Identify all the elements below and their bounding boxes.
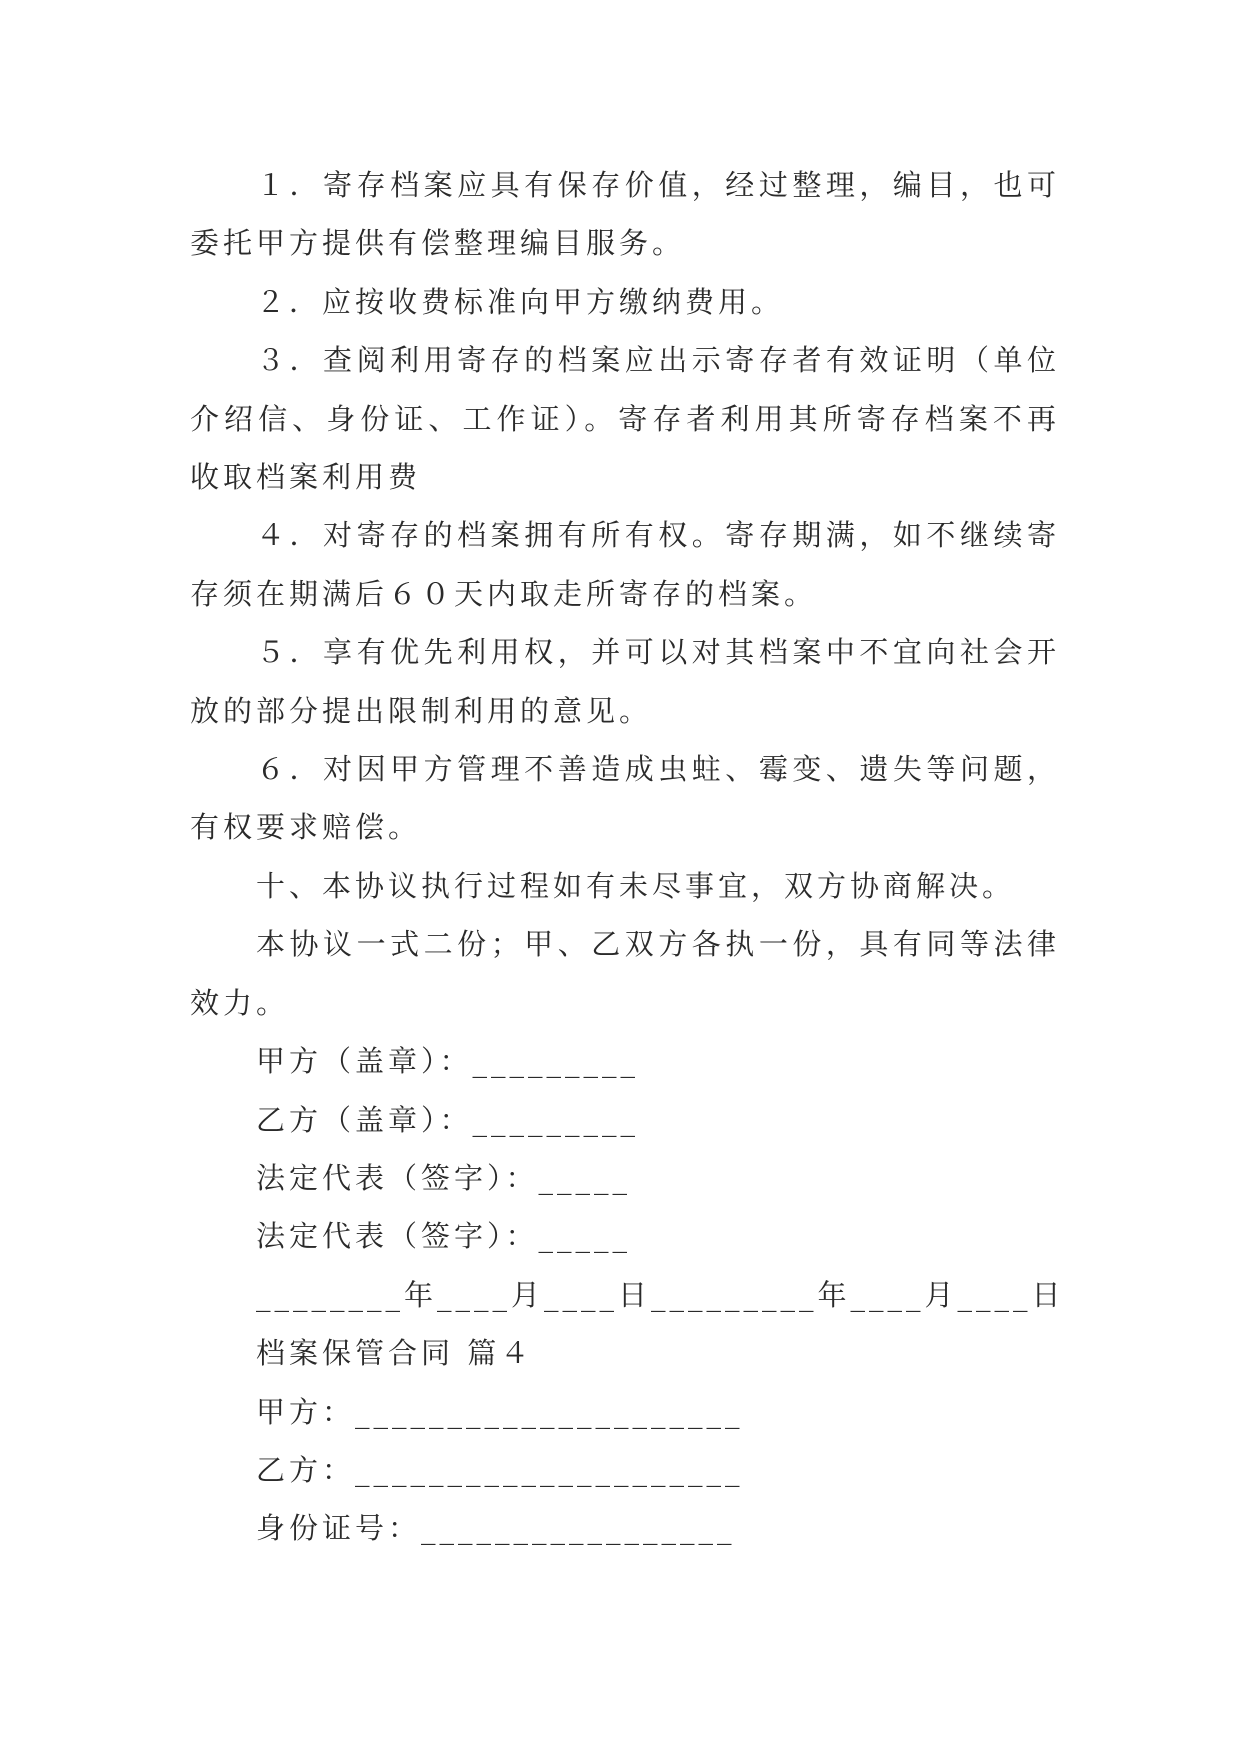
clause-ten: 十、本协议执行过程如有未尽事宜，双方协商解决。 [256, 868, 1016, 903]
next-party-a-field: 甲方：_____________________ [256, 1394, 744, 1429]
next-id-number-field: 身份证号：_________________ [256, 1511, 736, 1546]
copies-statement: 本协议一式二份；甲、乙双方各执一份，具有同等法律效力。 [190, 927, 1060, 1020]
clause-item-2: ２．应按收费标准向甲方缴纳费用。 [256, 284, 785, 319]
contract-text [190, 156, 1065, 1558]
next-party-b-field: 乙方：_____________________ [256, 1452, 744, 1487]
party-a-seal-line: 甲方（盖章）：_________ [256, 1044, 640, 1079]
clause-item-4: ４．对寄存的档案拥有所有权。寄存期满，如不继续寄存须在期满后６０天内取走所寄存的档案。 [190, 518, 1060, 611]
date-line: ________年____月____日_________年____月____日 [256, 1277, 1065, 1312]
clause-item-5: ５．享有优先利用权，并可以对其档案中不宜向社会开放的部分提出限制利用的意见。 [190, 635, 1060, 728]
clause-item-3: ３．查阅利用寄存的档案应出示寄存者有效证明（单位介绍信、身份证、工作证）。寄存者利用其所寄存档案不再收取档案利用费 [190, 343, 1060, 495]
clause-item-1: １．寄存档案应具有保存价值，经过整理，编目，也可委托甲方提供有偿整理编目服务。 [190, 168, 1060, 261]
next-contract-title: 档案保管合同 篇４ [256, 1336, 534, 1371]
clause-item-6: ６．对因甲方管理不善造成虫蛀、霉变、遗失等问题，有权要求赔偿。 [190, 752, 1060, 845]
party-b-seal-line: 乙方（盖章）：_________ [256, 1102, 640, 1137]
rep-b-signature-line: 法定代表（签字）：_____ [256, 1219, 632, 1254]
rep-a-signature-line: 法定代表（签字）：_____ [256, 1160, 632, 1195]
